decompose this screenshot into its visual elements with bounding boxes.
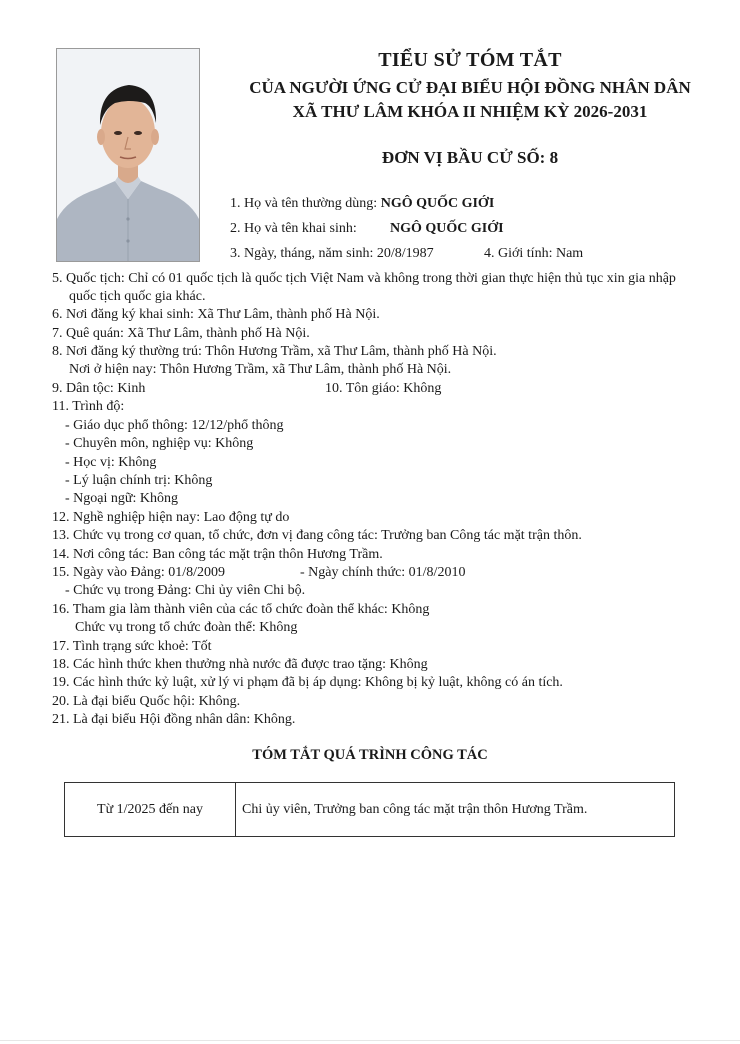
field-common-name: [230, 195, 494, 212]
field-nationality: 5. Quốc tịch: Chỉ có 01 quốc tịch là quốc tịch Việt Nam và không trong thời gian thực hiện thủ tục xin gia nhập: [52, 271, 676, 286]
field-organizations: 16. Tham gia làm thành viên của các tổ chức đoàn thể khác: Không: [52, 602, 430, 617]
field-specialty: - Chuyên môn, nghiệp vụ: Không: [65, 436, 254, 451]
field-permanent-residence: 8. Nơi đăng ký thường trú: Thôn Hương Trầm, xã Thư Lâm, thành phố Hà Nội.: [52, 344, 497, 359]
field-organization-position: Chức vụ trong tổ chức đoàn thể: Không: [75, 620, 298, 635]
field-hometown: 7. Quê quán: Xã Thư Lâm, thành phố Hà Nội.: [52, 326, 310, 341]
field-national-assembly: 20. Là đại biểu Quốc hội: Không.: [52, 694, 241, 709]
field-nationality-cont: quốc tịch quốc gia khác.: [69, 289, 206, 304]
doc-term: XÃ THƯ LÂM KHÓA II NHIỆM KỲ 2026-2031: [292, 102, 648, 121]
portrait-image: [57, 49, 199, 261]
field-workplace: 14. Nơi công tác: Ban công tác mặt trận thôn Hương Trầm.: [52, 547, 383, 562]
field-birth-date: 3. Ngày, tháng, năm sinh: 20/8/1987: [230, 246, 434, 261]
field-ethnicity: 9. Dân tộc: Kinh: [52, 381, 146, 396]
field-general-education: - Giáo dục phổ thông: 12/12/phổ thông: [65, 418, 284, 433]
table-row: [65, 783, 675, 837]
field-value: NGÔ QUỐC GIỚI: [390, 221, 504, 236]
field-peoples-council: 21. Là đại biểu Hội đồng nhân dân: Không.: [52, 712, 296, 727]
doc-subtitle: CỦA NGƯỜI ỨNG CỬ ĐẠI BIỂU HỘI ĐỒNG NHÂN DÂN: [249, 78, 691, 97]
doc-title: TIỂU SỬ TÓM TẮT: [378, 49, 562, 71]
work-period: Từ 1/2025 đến nay: [65, 783, 236, 837]
field-degree: - Học vị: Không: [65, 455, 157, 470]
candidate-photo: [56, 48, 200, 262]
field-gender: 4. Giới tính: Nam: [484, 246, 584, 261]
field-position: 13. Chức vụ trong cơ quan, tổ chức, đơn vị đang công tác: Trưởng ban Công tác mặt trận thôn.: [52, 528, 582, 543]
work-description: Chi ủy viên, Trưởng ban công tác mặt trận thôn Hương Trầm.: [236, 783, 675, 837]
field-label: 2. Họ và tên khai sinh:: [230, 221, 357, 236]
field-education-heading: 11. Trình độ:: [52, 399, 125, 414]
field-birth-registration: 6. Nơi đăng ký khai sinh: Xã Thư Lâm, thành phố Hà Nội.: [52, 307, 380, 322]
work-history-table: [64, 782, 675, 837]
field-discipline: 19. Các hình thức kỷ luật, xử lý vi phạm đã bị áp dụng: Không bị kỷ luật, không có án tích.: [52, 675, 563, 690]
field-party-join-date: 15. Ngày vào Đảng: 01/8/2009: [52, 565, 226, 580]
field-birth-name: [230, 220, 357, 237]
field-political-theory: - Lý luận chính trị: Không: [65, 473, 213, 488]
field-religion: 10. Tôn giáo: Không: [325, 381, 442, 396]
electoral-unit: ĐƠN VỊ BẦU CỬ SỐ: 8: [381, 148, 559, 167]
field-value: NGÔ QUỐC GIỚI: [380, 196, 495, 211]
page-bottom-edge: [0, 1040, 740, 1041]
field-party-position: - Chức vụ trong Đảng: Chi ủy viên Chi bộ.: [65, 583, 306, 598]
work-history-title: TÓM TẮT QUÁ TRÌNH CÔNG TÁC: [252, 747, 488, 763]
field-occupation: 12. Nghề nghiệp hiện nay: Lao động tự do: [52, 510, 290, 525]
field-foreign-language: - Ngoại ngữ: Không: [65, 491, 178, 506]
field-health: 17. Tình trạng sức khoẻ: Tốt: [52, 639, 212, 654]
field-label: 1. Họ và tên thường dùng:: [230, 196, 381, 211]
field-party-official-date: - Ngày chính thức: 01/8/2010: [300, 565, 466, 580]
field-birth-name-value: [390, 220, 504, 237]
field-awards: 18. Các hình thức khen thưởng nhà nước đã được trao tặng: Không: [52, 657, 428, 672]
field-current-residence: Nơi ở hiện nay: Thôn Hương Trầm, xã Thư Lâm, thành phố Hà Nội.: [69, 362, 452, 377]
